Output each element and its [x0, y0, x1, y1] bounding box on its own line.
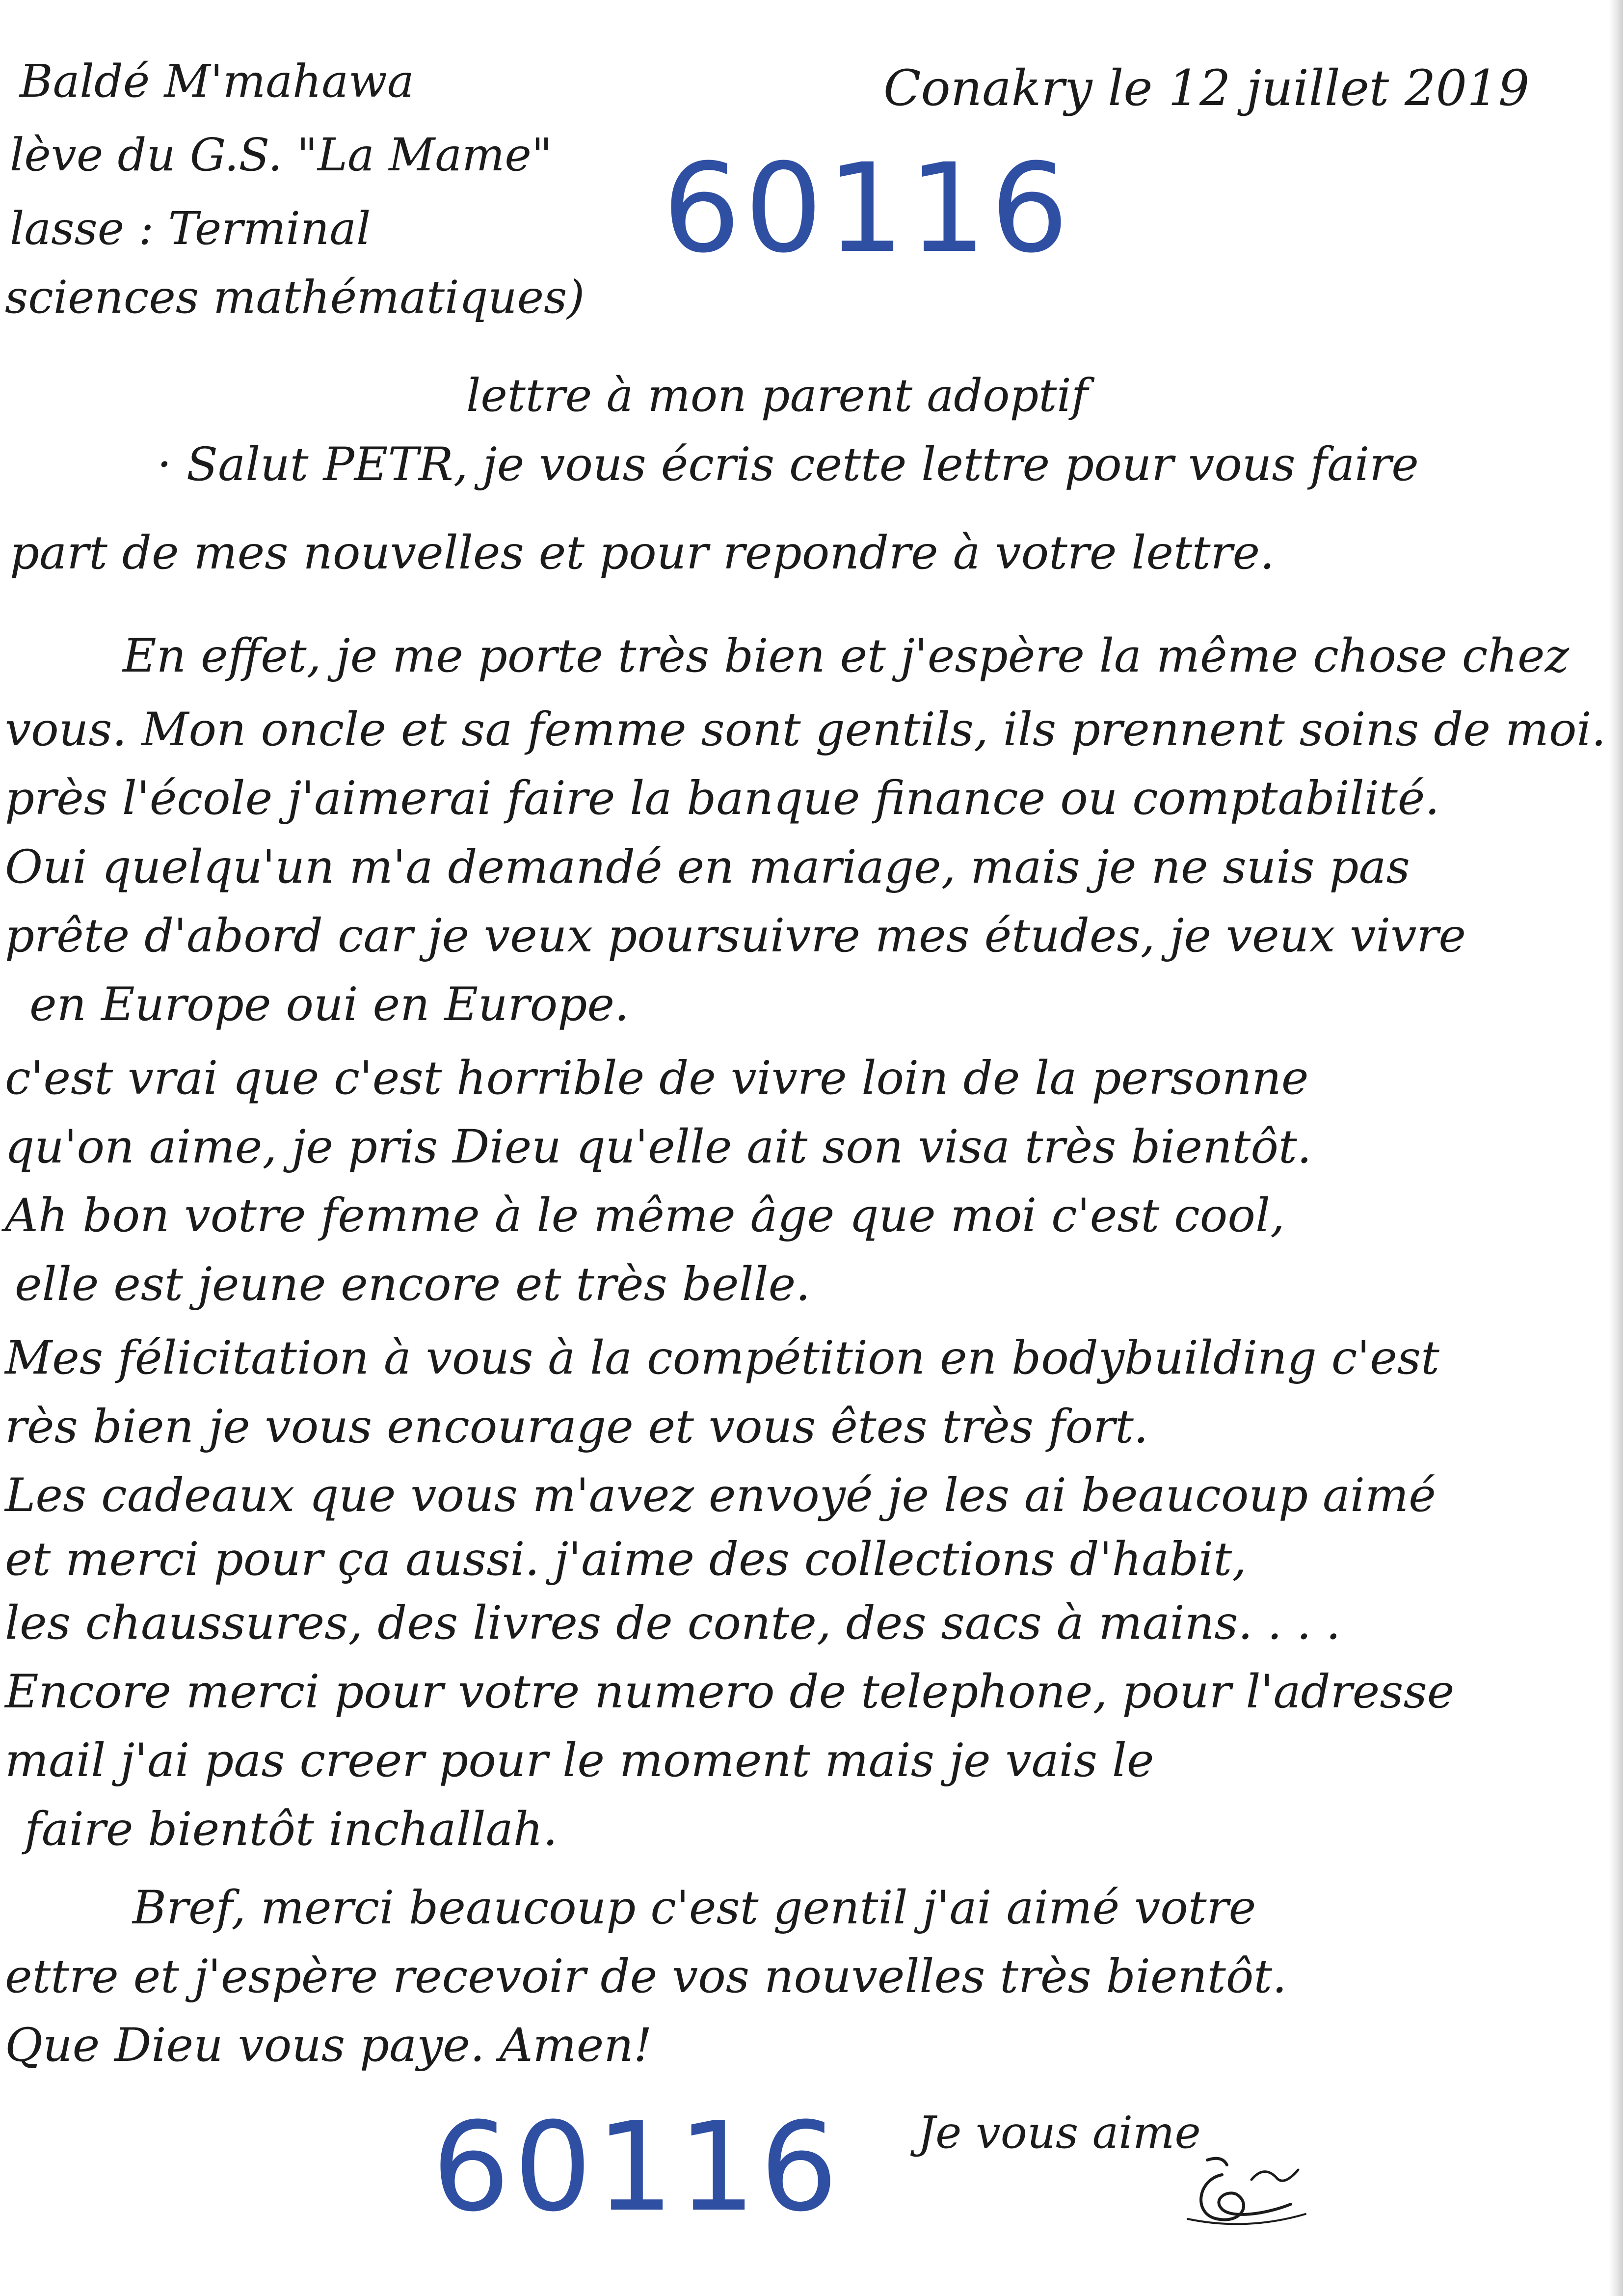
- sender-school: lève du G.S. "La Mame": [10, 129, 553, 181]
- body-line: vous. Mon oncle et sa femme sont gentils, ils prennent soins de moi.: [5, 703, 1606, 756]
- body-line: · Salut PETR, je vous écris cette lettre pour vous faire: [157, 438, 1419, 491]
- reference-number-stamp-top: 60116: [663, 137, 1073, 280]
- body-line: Ah bon votre femme à le même âge que moi c'est cool,: [5, 1189, 1285, 1243]
- body-line: faire bientôt inchallah.: [25, 1803, 558, 1856]
- sender-class: lasse : Terminal: [10, 202, 371, 255]
- body-line: Encore merci pour votre numero de telephone, pour l'adresse: [5, 1665, 1455, 1719]
- body-line: Bref, merci beaucoup c'est gentil j'ai aimé votre: [133, 1881, 1256, 1935]
- body-line: En effet, je me porte très bien et j'espère la même chose chez: [123, 629, 1570, 683]
- place-date: Conakry le 12 juillet 2019: [883, 59, 1530, 117]
- body-line: Oui quelqu'un m'a demandé en mariage, mais je ne suis pas: [5, 840, 1410, 894]
- body-line: qu'on aime, je pris Dieu qu'elle ait son visa très bientôt.: [5, 1120, 1312, 1174]
- letter-title: lettre à mon parent adoptif: [466, 369, 1088, 422]
- body-line: et merci pour ça aussi. j'aime des collections d'habit,: [5, 1533, 1247, 1586]
- body-line: Que Dieu vous paye. Amen!: [5, 2019, 652, 2072]
- signature: [1178, 2150, 1325, 2234]
- reference-number-stamp-bottom: 60116: [432, 2096, 842, 2239]
- sender-section: sciences mathématiques): [5, 271, 585, 324]
- body-line: près l'école j'aimerai faire la banque finance ou comptabilité.: [5, 772, 1440, 825]
- body-line: les chaussures, des livres de conte, des sacs à mains. . . .: [5, 1596, 1341, 1650]
- body-line: prête d'abord car je veux poursuivre mes études, je veux vivre: [5, 909, 1466, 963]
- body-line: Mes félicitation à vous à la compétition en bodybuilding c'est: [5, 1331, 1439, 1385]
- body-line: ettre et j'espère recevoir de vos nouvelles très bientôt.: [5, 1950, 1287, 2003]
- closing: Je vous aime: [918, 2107, 1201, 2159]
- body-line: elle est jeune encore et très belle.: [15, 1258, 811, 1311]
- page-edge-shadow: [1609, 0, 1623, 2296]
- sender-name: Baldé M'mahawa: [20, 55, 414, 108]
- body-line: mail j'ai pas creer pour le moment mais je vais le: [5, 1734, 1154, 1787]
- body-line: c'est vrai que c'est horrible de vivre loin de la personne: [5, 1052, 1309, 1105]
- body-line: Les cadeaux que vous m'avez envoyé je les ai beaucoup aimé: [5, 1469, 1436, 1522]
- body-line: rès bien je vous encourage et vous êtes très fort.: [5, 1400, 1148, 1454]
- body-line: part de mes nouvelles et pour repondre à votre lettre.: [10, 526, 1275, 580]
- body-line: en Europe oui en Europe.: [29, 978, 629, 1031]
